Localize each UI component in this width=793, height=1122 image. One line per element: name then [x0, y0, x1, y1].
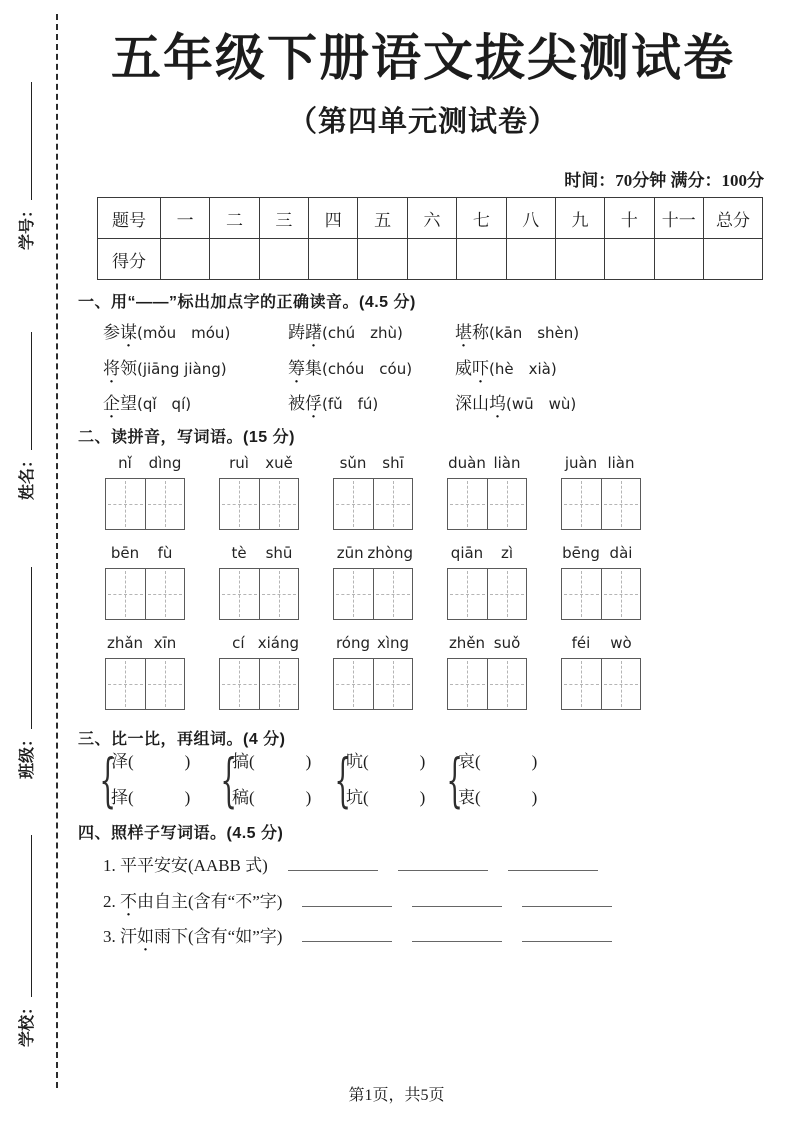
- writing-box: [219, 658, 299, 710]
- margin-label: [16, 330, 38, 500]
- writing-cell: [259, 569, 299, 619]
- pinyin-label: [219, 454, 299, 476]
- pair-char: 择: [111, 788, 128, 807]
- writing-cell: [106, 479, 145, 529]
- compare-pair: [330, 744, 425, 816]
- writing-box: [447, 478, 527, 530]
- paren-close: ): [531, 752, 538, 771]
- writing-cell: [448, 569, 487, 619]
- pronunciation-item: [455, 354, 557, 379]
- score-table-header-cell: 四: [309, 198, 358, 239]
- pair-lines: [346, 744, 425, 816]
- pinyin-syllable: zì: [500, 544, 514, 562]
- score-table-header-cell: 十一: [654, 198, 703, 239]
- page-subtitle: （第四单元测试卷）: [287, 106, 558, 138]
- pinyin-label: [333, 544, 413, 566]
- item-word: [455, 359, 489, 378]
- writing-cell: [220, 479, 259, 529]
- brace-icon: {: [99, 746, 117, 814]
- section4-heading: 四、照样子写词语。(4.5 分): [78, 825, 284, 842]
- pinyin-label: [333, 634, 413, 656]
- brace-icon: {: [446, 746, 464, 814]
- pinyin-word-group: [105, 634, 185, 710]
- writing-box: [447, 568, 527, 620]
- pronunciation-item: [455, 389, 576, 414]
- writing-cell: [487, 659, 527, 709]
- margin-label: [16, 80, 38, 250]
- pinyin-syllable: sǔn: [339, 454, 367, 472]
- writing-box: [447, 658, 527, 710]
- word-char: 雨: [154, 927, 171, 946]
- item-word: [103, 394, 137, 413]
- paren-close: ): [184, 788, 191, 807]
- writing-box: [333, 478, 413, 530]
- score-cell: [506, 239, 555, 280]
- writing-box: [105, 568, 185, 620]
- score-table-score-row: [98, 239, 763, 280]
- answer-blank: [369, 788, 420, 807]
- word-char: 平: [137, 856, 154, 875]
- pair-line: [111, 780, 190, 816]
- pinyin-syllable: xiáng: [257, 634, 299, 652]
- word-char: 堪: [455, 323, 472, 342]
- writing-cell: [448, 659, 487, 709]
- writing-cell: [145, 479, 185, 529]
- writing-cell: [106, 659, 145, 709]
- paren-close: ): [305, 788, 312, 807]
- margin-label-text: 学号：: [19, 201, 36, 250]
- paren-close: ): [305, 752, 312, 771]
- pair-char: 搞: [232, 752, 249, 771]
- score-cell: [210, 239, 259, 280]
- pinyin-syllable: shī: [382, 454, 404, 472]
- word-char: 躇: [305, 323, 322, 342]
- word-char: 安: [154, 856, 171, 875]
- writing-cell: [373, 479, 413, 529]
- paren-open: (: [363, 788, 369, 807]
- answer-blank-line: [302, 892, 392, 907]
- item-number: 1.: [103, 856, 120, 875]
- pair-line: [232, 780, 311, 816]
- writing-cell: [448, 479, 487, 529]
- margin-label-text: 班级：: [19, 730, 36, 779]
- word-char: 如: [137, 927, 154, 946]
- margin-fill-line: [16, 567, 32, 729]
- writing-cell: [334, 659, 373, 709]
- answer-blank: [255, 788, 306, 807]
- word-char: 下: [171, 927, 188, 946]
- pinyin-syllable: shū: [265, 544, 293, 562]
- writing-box: [105, 658, 185, 710]
- word-char: 吓: [472, 359, 489, 378]
- item-pinyin-options: (kān shèn): [489, 324, 580, 342]
- pair-line: [458, 780, 537, 816]
- answer-blank-line: [412, 892, 502, 907]
- word-char: 谋: [120, 323, 137, 342]
- compare-pair: [442, 744, 537, 816]
- pinyin-syllable: wò: [610, 634, 632, 652]
- score-table-header-cell: 六: [407, 198, 456, 239]
- item-word: [288, 323, 322, 342]
- writing-cell: [259, 659, 299, 709]
- pinyin-label: [447, 634, 527, 656]
- pair-lines: [232, 744, 311, 816]
- pair-line: [232, 744, 311, 780]
- pair-char: 吭: [346, 752, 363, 771]
- writing-cell: [373, 569, 413, 619]
- pinyin-syllable: fù: [157, 544, 173, 562]
- paren-open: (: [128, 788, 134, 807]
- paren-open: (: [363, 752, 369, 771]
- pinyin-syllable: bēn: [110, 544, 140, 562]
- writing-cell: [487, 479, 527, 529]
- pair-char: 坑: [346, 788, 363, 807]
- answer-blank: [481, 788, 532, 807]
- score-cell: [704, 239, 763, 280]
- paren-close: ): [419, 752, 426, 771]
- pinyin-syllable: liàn: [493, 454, 521, 472]
- item-number: 3.: [103, 927, 120, 946]
- score-table-header-cell: 三: [259, 198, 308, 239]
- pinyin-word-group: [561, 544, 641, 620]
- score-table-header-cell: 九: [555, 198, 604, 239]
- pair-line: [346, 744, 425, 780]
- score-table-header-cell: 十: [605, 198, 654, 239]
- pinyin-syllable: zhòng: [367, 544, 413, 562]
- pinyin-syllable: zhěn: [448, 634, 486, 652]
- word-char: 将: [103, 359, 120, 378]
- word-char: 称: [472, 323, 489, 342]
- pinyin-syllable: cí: [232, 634, 245, 652]
- pinyin-word-group: [219, 634, 299, 710]
- score-cell: [555, 239, 604, 280]
- answer-blank: [369, 752, 420, 771]
- example-word-item: [103, 851, 598, 876]
- item-word: [103, 359, 137, 378]
- pinyin-word-group: [105, 544, 185, 620]
- paren-close: ): [419, 788, 426, 807]
- item-pinyin-options: (chú zhù): [322, 324, 403, 342]
- pronunciation-item: [455, 318, 579, 343]
- example-word-item: [103, 887, 612, 912]
- answer-blank-line: [522, 927, 612, 942]
- answer-blank-line: [412, 927, 502, 942]
- writing-cell: [487, 569, 527, 619]
- section2-heading: 二、读拼音，写词语。(15 分): [78, 429, 295, 446]
- margin-fill-line: [16, 835, 32, 997]
- pinyin-word-group: [447, 544, 527, 620]
- score-cell: [161, 239, 210, 280]
- paren-open: (: [475, 752, 481, 771]
- word-char: 被: [288, 394, 305, 413]
- pinyin-syllable: xīn: [153, 634, 177, 652]
- pronunciation-item: [103, 389, 191, 414]
- word-char: 望: [120, 394, 137, 413]
- pair-line: [111, 744, 190, 780]
- writing-cell: [334, 569, 373, 619]
- pinyin-word-group: [561, 454, 641, 530]
- answer-blank: [255, 752, 306, 771]
- writing-cell: [562, 569, 601, 619]
- writing-cell: [562, 659, 601, 709]
- item-word: [455, 394, 506, 413]
- pinyin-word-group: [219, 454, 299, 530]
- writing-cell: [373, 659, 413, 709]
- writing-cell: [601, 569, 641, 619]
- word-char: 自: [154, 892, 171, 911]
- pinyin-label: [561, 634, 641, 656]
- answer-blank: [134, 788, 185, 807]
- score-cell: [457, 239, 506, 280]
- word-char: 深: [455, 394, 472, 413]
- pinyin-syllable: zhǎn: [106, 634, 144, 652]
- margin-label-text: 学校：: [19, 998, 36, 1047]
- word-char: 企: [103, 394, 120, 413]
- score-cell: [605, 239, 654, 280]
- pronunciation-item: [288, 354, 412, 379]
- writing-box: [333, 568, 413, 620]
- pinyin-syllable: suǒ: [493, 634, 521, 652]
- pinyin-word-group: [105, 454, 185, 530]
- writing-cell: [562, 479, 601, 529]
- paren-close: ): [531, 788, 538, 807]
- pinyin-syllable: xìng: [376, 634, 410, 652]
- compare-pair: [216, 744, 311, 816]
- page-number: 第1页，共5页: [348, 1087, 445, 1104]
- pinyin-word-group: [219, 544, 299, 620]
- writing-box: [219, 568, 299, 620]
- pinyin-label: [561, 544, 641, 566]
- brace-icon: {: [220, 746, 238, 814]
- pinyin-syllable: bēng: [562, 544, 600, 562]
- pair-char: 稿: [232, 788, 249, 807]
- pinyin-syllable: dìng: [148, 454, 182, 472]
- writing-cell: [601, 659, 641, 709]
- item-hint: (含有“不”字): [188, 892, 283, 911]
- item-word: [120, 856, 188, 875]
- pinyin-word-group: [333, 454, 413, 530]
- writing-box: [561, 478, 641, 530]
- word-char: 踌: [288, 323, 305, 342]
- score-table: [97, 197, 763, 280]
- compare-pair: [95, 744, 190, 816]
- pinyin-word-group: [561, 634, 641, 710]
- pinyin-label: [105, 544, 185, 566]
- item-hint: (AABB 式): [188, 856, 268, 875]
- word-char: 由: [137, 892, 154, 911]
- pinyin-word-group: [447, 634, 527, 710]
- pinyin-label: [219, 634, 299, 656]
- item-pinyin-options: (fǔ fú): [322, 395, 379, 413]
- writing-cell: [259, 479, 299, 529]
- word-char: 参: [103, 323, 120, 342]
- writing-box: [561, 568, 641, 620]
- pinyin-label: [105, 454, 185, 476]
- item-pinyin-options: (jiāng jiàng): [137, 360, 227, 378]
- pinyin-label: [219, 544, 299, 566]
- answer-blank-line: [398, 856, 488, 871]
- binding-dashed-line: [56, 14, 58, 1088]
- paren-open: (: [249, 788, 255, 807]
- word-char: 主: [171, 892, 188, 911]
- word-char: 俘: [305, 394, 322, 413]
- item-word: [288, 359, 322, 378]
- pinyin-syllable: ruì: [229, 454, 249, 472]
- word-char: 平: [120, 856, 137, 875]
- writing-cell: [601, 479, 641, 529]
- paren-close: ): [184, 752, 191, 771]
- example-word-item: [103, 922, 612, 947]
- word-char: 筹: [288, 359, 305, 378]
- score-row-label: 得分: [98, 239, 161, 280]
- writing-cell: [334, 479, 373, 529]
- paren-open: (: [475, 788, 481, 807]
- pinyin-label: [333, 454, 413, 476]
- margin-fill-line: [16, 82, 32, 200]
- pronunciation-item: [103, 354, 227, 379]
- item-pinyin-options: (qǐ qí): [137, 395, 192, 413]
- paren-open: (: [249, 752, 255, 771]
- exam-meta: 时间：70分钟 满分：100分: [564, 171, 764, 190]
- pinyin-syllable: juàn: [564, 454, 598, 472]
- pair-lines: [111, 744, 190, 816]
- writing-box: [561, 658, 641, 710]
- answer-blank-line: [288, 856, 378, 871]
- writing-cell: [145, 569, 185, 619]
- pinyin-syllable: róng: [335, 634, 371, 652]
- pair-line: [458, 744, 537, 780]
- item-pinyin-options: (hè xià): [489, 360, 557, 378]
- item-hint: (含有“如”字): [188, 927, 283, 946]
- pair-char: 泽: [111, 752, 128, 771]
- pinyin-label: [105, 634, 185, 656]
- answer-blank-line: [302, 927, 392, 942]
- pinyin-word-group: [333, 634, 413, 710]
- pinyin-syllable: dài: [609, 544, 633, 562]
- pinyin-syllable: qiān: [450, 544, 484, 562]
- writing-cell: [106, 569, 145, 619]
- brace-icon: {: [334, 746, 352, 814]
- pair-line: [346, 780, 425, 816]
- pinyin-syllable: tè: [231, 544, 247, 562]
- score-table-header-cell: 八: [506, 198, 555, 239]
- pinyin-syllable: nǐ: [118, 454, 132, 472]
- paren-open: (: [128, 752, 134, 771]
- word-char: 集: [305, 359, 322, 378]
- score-table-header-cell: 二: [210, 198, 259, 239]
- section1-heading: 一、用“——”标出加点字的正确读音。(4.5 分): [78, 294, 416, 311]
- writing-box: [219, 478, 299, 530]
- item-word: [288, 394, 322, 413]
- score-table-header-cell: 五: [358, 198, 407, 239]
- writing-cell: [145, 659, 185, 709]
- word-char: 不: [120, 892, 137, 911]
- pronunciation-item: [103, 318, 230, 343]
- score-cell: [259, 239, 308, 280]
- score-table-header-cell: 题号: [98, 198, 161, 239]
- answer-blank-line: [522, 892, 612, 907]
- pinyin-label: [561, 454, 641, 476]
- pinyin-syllable: xuě: [265, 454, 293, 472]
- pinyin-label: [447, 454, 527, 476]
- score-table-header-cell: 总分: [704, 198, 763, 239]
- item-word: [455, 323, 489, 342]
- answer-blank-line: [508, 856, 598, 871]
- answer-blank: [134, 752, 185, 771]
- margin-label: [16, 565, 38, 779]
- pinyin-word-group: [447, 454, 527, 530]
- score-cell: [358, 239, 407, 280]
- word-char: 坞: [489, 394, 506, 413]
- pronunciation-item: [288, 318, 403, 343]
- pronunciation-item: [288, 389, 378, 414]
- pinyin-syllable: zūn: [336, 544, 364, 562]
- item-word: [103, 323, 137, 342]
- score-cell: [407, 239, 456, 280]
- score-cell: [309, 239, 358, 280]
- writing-cell: [220, 569, 259, 619]
- item-pinyin-options: (wū wù): [506, 395, 577, 413]
- word-char: 安: [171, 856, 188, 875]
- section3-heading: 三、比一比，再组词。(4 分): [78, 731, 286, 748]
- word-char: 山: [472, 394, 489, 413]
- margin-label-text: 姓名：: [19, 451, 36, 500]
- margin-label: [16, 833, 38, 1047]
- item-pinyin-options: (chóu cóu): [322, 360, 413, 378]
- item-word: [120, 892, 188, 911]
- pinyin-syllable: duàn: [448, 454, 486, 472]
- writing-box: [333, 658, 413, 710]
- word-char: 汗: [120, 927, 137, 946]
- writing-box: [105, 478, 185, 530]
- margin-fill-line: [16, 332, 32, 450]
- score-table-header-cell: 七: [457, 198, 506, 239]
- pinyin-syllable: féi: [571, 634, 591, 652]
- item-word: [120, 927, 188, 946]
- score-table-header-row: [98, 198, 763, 239]
- page-title: 五年级下册语文拔尖测试卷: [111, 30, 735, 86]
- score-cell: [654, 239, 703, 280]
- score-table-header-cell: 一: [161, 198, 210, 239]
- item-number: 2.: [103, 892, 120, 911]
- item-pinyin-options: (mǒu móu): [137, 324, 231, 342]
- pair-char: 哀: [458, 752, 475, 771]
- word-char: 威: [455, 359, 472, 378]
- pinyin-label: [447, 544, 527, 566]
- writing-cell: [220, 659, 259, 709]
- answer-blank: [481, 752, 532, 771]
- pair-char: 衷: [458, 788, 475, 807]
- word-char: 领: [120, 359, 137, 378]
- pinyin-word-group: [333, 544, 413, 620]
- pinyin-syllable: liàn: [607, 454, 635, 472]
- pair-lines: [458, 744, 537, 816]
